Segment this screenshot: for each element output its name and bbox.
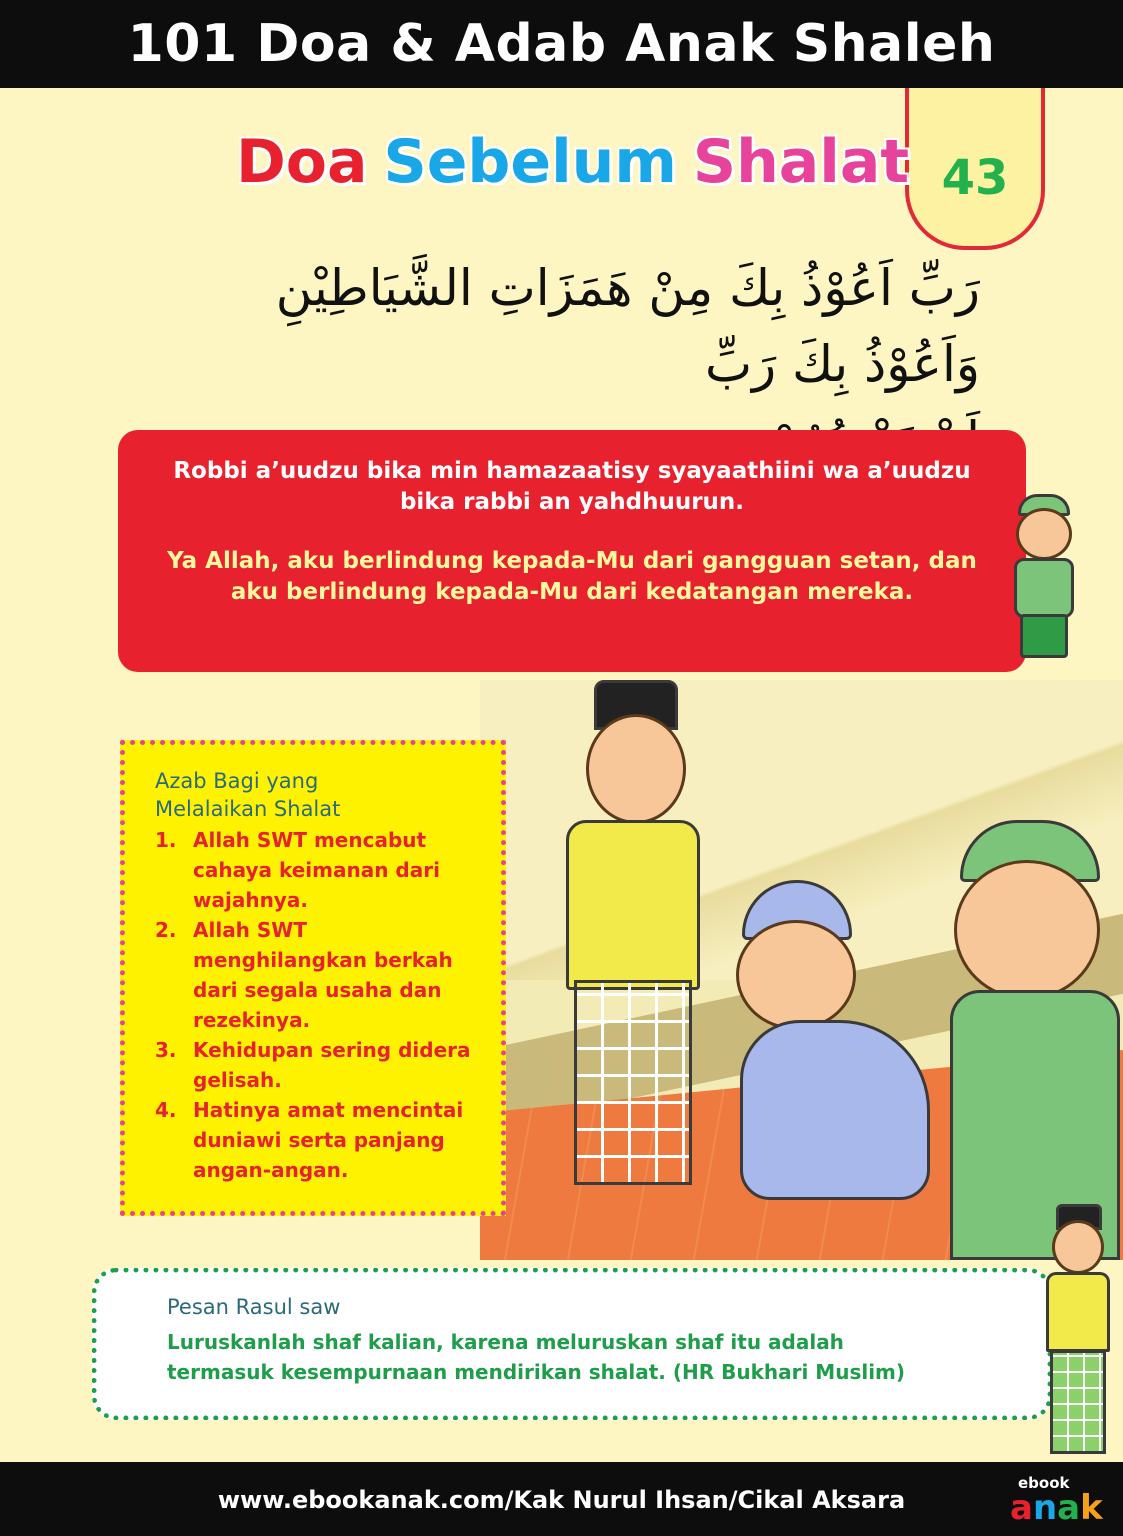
book-title: 101 Doa & Adab Anak Shaleh xyxy=(127,14,996,74)
arabic-line-1: رَبِّ اَعُوْذُ بِكَ مِنْ هَمَزَاتِ الشَّيَاطِيْنِ وَاَعُوْذُ بِكَ رَبِّ xyxy=(275,259,980,393)
pesan-title: Pesan Rasul saw xyxy=(167,1295,341,1319)
pesan-box xyxy=(92,1268,1052,1420)
list-item: 2. Allah SWT menghilangkan berkah dari segala usaha dan rezekinya. xyxy=(155,918,453,1032)
list-item: 4. Hatinya amat mencintai duniawi serta panjang angan-angan. xyxy=(155,1098,464,1182)
ebookanak-logo: ebook anak xyxy=(1010,1474,1103,1528)
title-word-2: Sebelum xyxy=(383,127,677,197)
page-number: 43 xyxy=(941,150,1009,206)
footer-url: www.ebookanak.com/Kak Nurul Ihsan/Cikal Aksara xyxy=(217,1486,906,1514)
pesan-text: Luruskanlah shaf kalian, karena meluruskan shaf itu adalah termasuk kesempurnaan mendirikan shalat. (HR Bukhari Muslim) xyxy=(167,1330,906,1384)
info-list xyxy=(155,825,485,1185)
page-number-tab xyxy=(905,88,1045,250)
grandfather-illustration xyxy=(720,880,950,1210)
praying-boy-large-illustration xyxy=(950,820,1123,1260)
book-title-bar xyxy=(0,0,1123,88)
list-item: 3. Kehidupan sering didera gelisah. xyxy=(155,1038,471,1092)
prayer-box xyxy=(118,430,1026,672)
info-box xyxy=(120,740,506,1216)
footer-bar xyxy=(0,1462,1123,1536)
mosque-scene xyxy=(480,680,1123,1260)
standing-man-illustration xyxy=(550,680,720,1210)
title-word-1: Doa xyxy=(236,127,368,197)
title-word-3: Shalat xyxy=(692,127,910,197)
page-title xyxy=(236,122,910,202)
prayer-transliteration: Robbi a’uudzu bika min hamazaatisy syayaathiini wa a’uudzu bika rabbi an yahdhuurun. xyxy=(173,458,971,515)
prayer-meaning: Ya Allah, aku berlindung kepada-Mu dari gangguan setan, dan aku berlindung kepada-Mu dari kedatangan mereka. xyxy=(167,548,977,605)
praying-boy-illustration xyxy=(1000,488,1090,668)
info-title: Azab Bagi yang Melalaikan Shalat xyxy=(155,769,341,821)
list-item: 1. Allah SWT mencabut cahaya keimanan dari wajahnya. xyxy=(155,828,440,912)
small-standing-boy-illustration xyxy=(1042,1204,1114,1458)
